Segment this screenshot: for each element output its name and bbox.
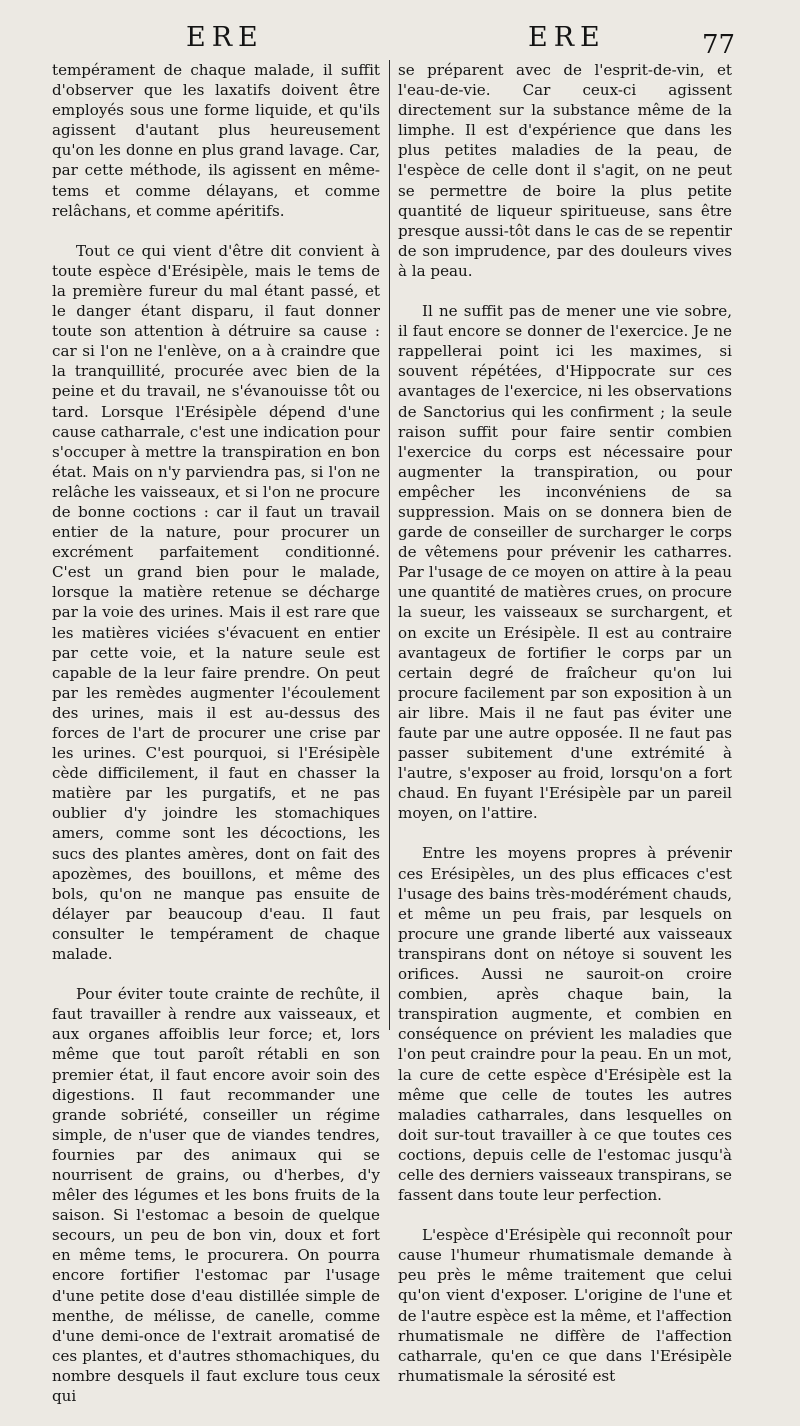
left-column: [52, 60, 380, 1426]
paragraph: tempérament de chaque malade, il suffit d'observer que les laxatifs doivent être employés sous une forme liquide, et qu'ils agissent d'autant plus heureusement qu'on les donne en plus grand lavage. Car, par cette méthode, ils agissent en même-tems et comme délayans, et comme relâchans, et comme apéritifs.: [52, 61, 380, 220]
paragraph: se préparent avec de l'esprit-de-vin, et l'eau-de-vie. Car ceux-ci agissent directement sur la substance même de la limphe. Il est d'expérience que dans les plus petites maladies de la peau, de l'espèce de celle dont il s'agit, on ne peut se permettre de boire la plus petite quantité de liqueur spiritueuse, sans être presque aussi-tôt dans le cas de se repentir de son imprudence, par des douleurs vives à la peau.: [398, 61, 732, 280]
paragraph: L'espèce d'Erésipèle qui reconnoît pour cause l'humeur rhumatismale demande à peu près le même traitement que celui qu'on vient d'exposer. L'origine de l'une et de l'autre espèce est la même, et l'affection rhumatismale ne diffère de l'affection catharrale, qu'en ce que dans l'Erésipèle rhumatismale la sérosité est: [398, 1226, 732, 1385]
paragraph: Pour éviter toute crainte de rechûte, il faut travailler à rendre aux vaisseaux, et aux organes affoiblis leur force; et, lors même que tout paroît rétabli en son premier état, il faut encore avoir soin des digestions. Il faut recommander une grande sobriété, conseiller un régime simple, de n'user que de viandes tendres, fournies par des animaux qui se nourrisent de grains, ou d'herbes, d'y mêler des légumes et les bons fruits de la saison. Si l'estomac a besoin de quelque secours, un peu de bon vin, doux et fort en même tems, le procurera. On pourra encore fortifier l'estomac par l'usage d'une petite dose d'eau distillée simple de menthe, de mélisse, de canelle, comme d'une demi-once de l'extrait aromatisé de ces plantes, et d'autres sthomachiques, du nombre desquels il faut exclure tous ceux qui: [52, 985, 380, 1405]
column-divider: [389, 60, 390, 1030]
right-column: [398, 60, 732, 1406]
page-number: 77: [702, 30, 736, 60]
paragraph: Entre les moyens propres à prévenir ces Erésipèles, un des plus efficaces c'est l'usage des bains très-modérément chauds, et même un peu frais, par lesquels on procure une grande liberté aux vaisseaux transpirans dont on nétoye si souvent les orifices. Aussi ne sauroit-on croire combien, après chaque bain, la transpiration augmente, et combien en conséquence on prévient les maladies que l'on peut craindre pour la peau. En un mot, la cure de cette espèce d'Erésipèle est la même que celle de toutes les autres maladies catharrales, dans lesquelles on doit sur-tout travailler à ce que toutes ces coctions, depuis celle de l'estomac jusqu'à celle des derniers vaisseaux transpirans, se fassent dans toute leur perfection.: [398, 844, 732, 1205]
paragraph: Tout ce qui vient d'être dit convient à toute espèce d'Erésipèle, mais le tems de la première fureur du mal étant passé, et le danger étant disparu, il faut donner toute son attention à détruire sa cause : car si l'on ne l'enlève, on a à craindre que la tranquillité, procurée avec bien de la peine et du travail, ne s'évanouisse tôt ou tard. Lorsque l'Erésipèle dépend d'une cause catharrale, c'est une indication pour s'occuper à mettre la transpiration en bon état. Mais on n'y parviendra pas, si l'on ne relâche les vaisseaux, et si l'on ne procure de bonne coctions : car il faut un travail entier de la nature, pour procurer un excrément parfaitement conditionné. C'est un grand bien pour le malade, lorsque la matière retenue se décharge par la voie des urines. Mais il est rare que les matières viciées s'évacuent en entier par cette voie, et la nature seule est capable de la leur faire prendre. On peut par les remèdes augmenter l'écoulement des urines, mais il est au-dessus des forces de l'art de procurer une crise par les urines. C'est pourquoi, si l'Erésipèle cède difficilement, il faut en chasser la matière par les purgatifs, et ne pas oublier d'y joindre les stomachiques amers, comme sont les décoctions, les sucs des plantes amères, dont on fait des apozèmes, des bouillons, et même des bols, qu'on ne manque pas ensuite de délayer par beaucoup d'eau. Il faut consulter le tempérament de chaque malade.: [52, 241, 380, 964]
running-head-left: ERE: [186, 22, 264, 53]
running-head-right: ERE: [528, 22, 606, 53]
paragraph: Il ne suffit pas de mener une vie sobre, il faut encore se donner de l'exercice. Je ne rappellerai point ici les maximes, si souvent répétées, d'Hippocrate sur ces avantages de l'exercice, ni les observations de Sanctorius qui les confirment ; la seule raison suffit pour faire sentir combien l'exercice du corps est nécessaire pour augmenter la transpiration, ou pour empêcher les inconvéniens de sa suppression. Mais on se donnera bien de garde de conseiller de surcharger le corps de vêtemens pour prévenir les catharres. Par l'usage de ce moyen on attire à la peau une quantité de matières crues, on procure la sueur, les vaisseaux se surchargent, et on excite un Erésipèle. Il est au contraire avantageux de fortifier le corps par un certain degré de fraîcheur qu'on lui procure facilement par son exposition à un air libre. Mais il ne faut pas éviter une faute par une autre opposée. Il ne faut pas passer subitement d'une extrémité à l'autre, s'exposer au froid, lorsqu'on a fort chaud. En fuyant l'Erésipèle par un pareil moyen, on l'attire.: [398, 302, 732, 823]
